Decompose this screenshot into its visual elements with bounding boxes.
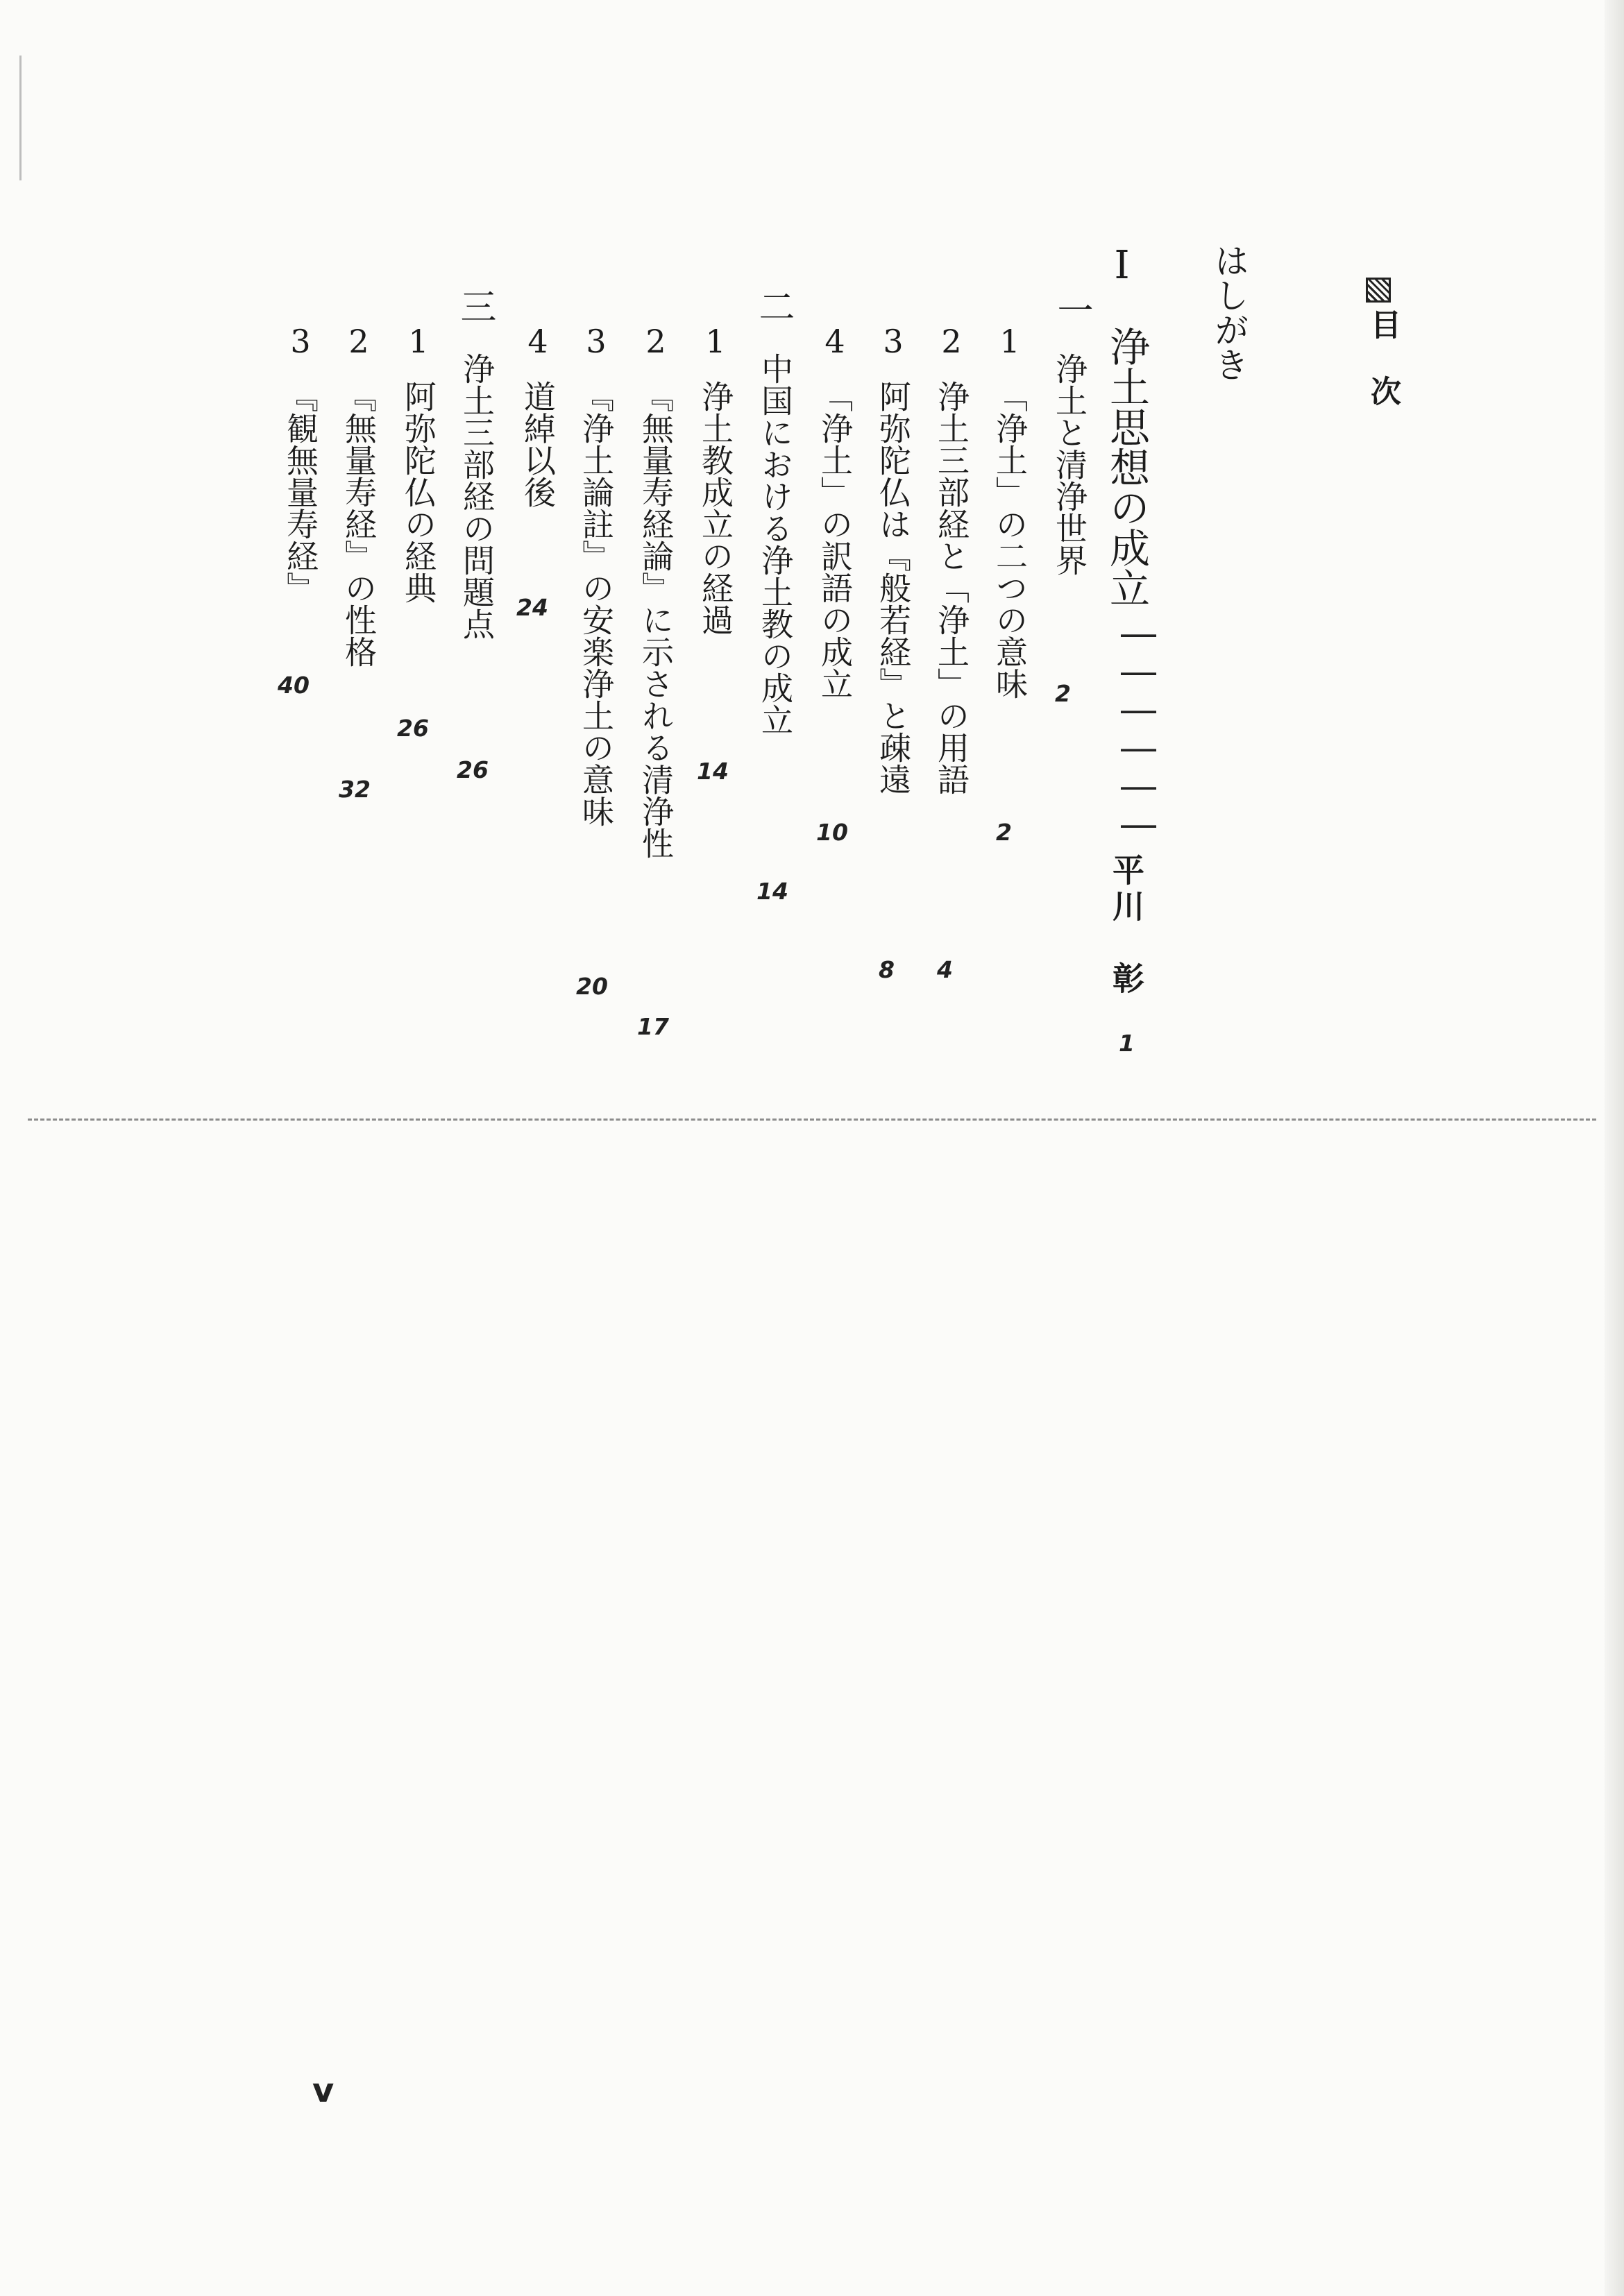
section-title[interactable]: 「浄土」の二つの意味 [991, 380, 1029, 699]
chapter-page-number: 2 [1055, 680, 1071, 707]
chapter-page-number: 26 [457, 756, 489, 783]
chapter-page-number: 14 [756, 878, 788, 905]
page-number: v [312, 2071, 335, 2110]
page-edge-mark [19, 56, 22, 180]
section-title[interactable]: 『浄土論註』の安楽浄土の意味 [577, 380, 615, 827]
part-number: Ⅰ [1099, 243, 1144, 288]
section-page-number: 4 [937, 956, 953, 983]
preface-link[interactable]: はしがき [1209, 243, 1249, 382]
toc-title: 目 次 [1365, 309, 1401, 409]
part-author: 平川 彰 [1108, 853, 1145, 998]
section-page-number: 10 [816, 819, 848, 846]
chapter-number: 三 [454, 288, 496, 324]
section-number: 4 [519, 323, 557, 360]
section-page-number: 24 [516, 594, 548, 621]
chapter-title[interactable]: 中国における浄土教の成立 [756, 352, 794, 735]
part-title[interactable]: 浄土思想の成立 [1103, 326, 1150, 608]
part-dash-leader: —————— [1116, 611, 1161, 840]
section-number: 2 [637, 323, 675, 360]
section-title[interactable]: 「浄土」の訳語の成立 [816, 380, 854, 699]
toc-marker-icon [1366, 278, 1391, 303]
section-title[interactable]: 浄土三部経と「浄土」の用語 [933, 380, 970, 795]
page-edge-shadow [1605, 0, 1624, 2296]
section-number: 1 [697, 323, 734, 360]
chapter-number: 二 [752, 288, 794, 324]
chapter-title[interactable]: 浄土と清浄世界 [1051, 352, 1088, 576]
section-number: 1 [400, 323, 437, 360]
section-number: 3 [577, 323, 615, 360]
section-page-number: 8 [879, 956, 895, 983]
section-title[interactable]: 浄土教成立の経過 [697, 380, 734, 636]
section-title[interactable]: 『観無量寿経』 [282, 380, 319, 604]
section-page-number: 40 [278, 672, 310, 699]
section-page-number: 17 [637, 1013, 669, 1040]
section-title[interactable]: 阿弥陀仏の経典 [400, 380, 437, 604]
section-page-number: 2 [996, 819, 1012, 846]
section-number: 2 [340, 323, 378, 360]
section-number: 3 [874, 323, 912, 360]
section-title[interactable]: 道綽以後 [519, 380, 557, 508]
chapter-number: 一 [1051, 291, 1092, 328]
section-number: 4 [816, 323, 854, 360]
section-title[interactable]: 『無量寿経』の性格 [340, 380, 378, 667]
section-page-number: 26 [397, 715, 429, 742]
section-title[interactable]: 『無量寿経論』に示される清浄性 [637, 380, 675, 859]
section-page-number: 14 [697, 758, 729, 785]
section-page-number: 32 [339, 776, 371, 803]
section-number: 1 [991, 323, 1029, 360]
section-number: 2 [933, 323, 970, 360]
part-page-number: 1 [1119, 1030, 1135, 1057]
section-title[interactable]: 阿弥陀仏は『般若経』と疎遠 [874, 380, 912, 795]
section-number: 3 [282, 323, 319, 360]
chapter-title[interactable]: 浄土三部経の問題点 [458, 352, 496, 640]
section-page-number: 20 [576, 973, 608, 1000]
page-divider [28, 1119, 1596, 1121]
